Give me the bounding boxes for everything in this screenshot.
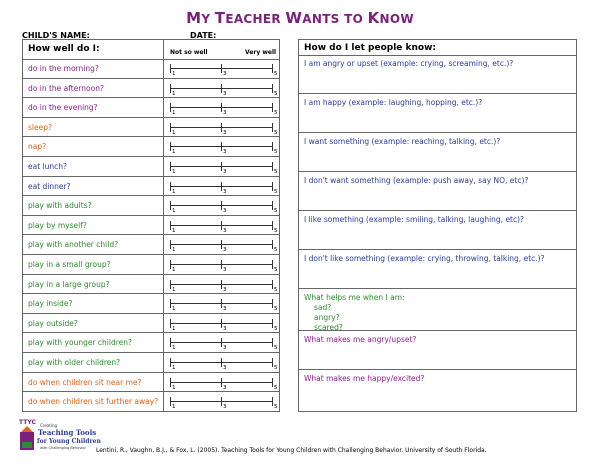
communication-line: scared? — [314, 323, 343, 332]
skills-rating-table — [22, 39, 280, 412]
communication-line: I like something (example: smiling, talking, laughing, etc)? — [304, 215, 525, 224]
communication-line: angry? — [314, 313, 340, 322]
scale-tick — [272, 397, 273, 406]
rating-scale[interactable] — [170, 260, 278, 273]
scale-number: 3 — [223, 169, 227, 175]
rating-scale[interactable] — [170, 84, 278, 97]
title-part: T — [214, 9, 226, 27]
rating-row-label: play with older children? — [28, 358, 121, 367]
rating-row-label: play with another child? — [28, 240, 119, 250]
scale-tick — [221, 240, 222, 249]
rating-scale[interactable] — [170, 338, 278, 352]
scale-tick — [170, 260, 171, 269]
scale-number: 5 — [274, 227, 278, 234]
communication-row — [299, 211, 576, 250]
scale-tick — [170, 182, 171, 191]
scale-number: 3 — [223, 90, 227, 97]
communication-line: I want something (example: reaching, talking, etc.)? — [304, 137, 501, 146]
scale-number: 3 — [223, 227, 227, 234]
scale-number: 1 — [172, 169, 176, 175]
communication-row-label — [304, 98, 482, 108]
scale-number: 1 — [172, 149, 176, 156]
scale-tick — [170, 319, 171, 328]
scale-number: 1 — [172, 247, 176, 254]
communication-row — [299, 133, 576, 172]
scale-number: 3 — [223, 306, 227, 313]
scale-tick — [272, 182, 273, 191]
scale-tick — [170, 103, 171, 112]
communication-line: sad? — [314, 303, 332, 312]
scale-number: 5 — [274, 306, 278, 313]
communication-row — [299, 370, 576, 409]
rating-row-label: sleep? — [28, 122, 52, 132]
scale-tick — [272, 142, 273, 151]
scale-number: 1 — [172, 306, 176, 313]
scale-number: 1 — [172, 325, 176, 332]
page-title — [0, 8, 600, 27]
rating-row-label: play inside? — [28, 299, 73, 309]
rating-row — [23, 118, 279, 138]
scale-tick — [272, 64, 273, 73]
rating-row — [23, 255, 279, 275]
scale-tick — [272, 162, 273, 171]
communication-line: What helps me when I am: — [304, 293, 405, 302]
scale-tick — [170, 221, 171, 230]
rating-row — [23, 157, 279, 177]
communication-line: What makes me angry/upset? — [304, 335, 417, 344]
scale-tick — [272, 123, 273, 132]
scale-tick — [272, 201, 273, 210]
scale-tick — [221, 338, 222, 347]
communication-line: I am angry or upset (example: crying, screaming, etc.)? — [304, 59, 514, 68]
rating-row — [23, 333, 279, 353]
scale-tick — [272, 221, 273, 230]
scale-number: 5 — [274, 247, 278, 254]
rating-row — [23, 314, 279, 334]
rating-row-label: do when children sit further away? — [28, 397, 159, 407]
svg-text:for Young Children: for Young Children — [37, 438, 101, 445]
scale-tick — [170, 397, 171, 406]
communication-row-label — [304, 374, 424, 384]
scale-number: 3 — [223, 188, 227, 195]
scale-number: 1 — [172, 129, 176, 136]
rating-row-label: do in the afternoon? — [28, 83, 104, 93]
scale-tick — [272, 84, 273, 93]
communication-table-header — [299, 40, 576, 56]
scale-tick — [221, 84, 222, 93]
scale-number: 1 — [172, 365, 176, 371]
scale-number: 5 — [274, 345, 278, 352]
scale-number: 1 — [172, 404, 176, 411]
rating-row — [23, 216, 279, 236]
scale-tick — [272, 378, 273, 387]
rating-row — [23, 275, 279, 295]
scale-low-label: Not so well — [170, 49, 208, 56]
communication-row-label — [304, 215, 524, 225]
scale-number: 1 — [172, 208, 176, 215]
title-part: M — [186, 9, 202, 27]
rating-row — [23, 392, 279, 412]
child-name-label: CHILD'S NAME: — [22, 31, 90, 40]
communication-line: I don't like something (example: crying, throwing, talking, etc.)? — [304, 254, 545, 263]
rating-row-label: play with adults? — [28, 201, 92, 211]
scale-number: 1 — [172, 267, 176, 273]
scale-tick — [221, 123, 222, 132]
scale-tick — [170, 142, 171, 151]
scale-tick — [272, 299, 273, 308]
scale-number: 3 — [223, 110, 227, 117]
rating-row — [23, 353, 279, 373]
rating-scale[interactable] — [170, 397, 278, 411]
scale-tick — [221, 358, 222, 367]
rating-row-label: eat lunch? — [28, 162, 67, 171]
scale-tick — [170, 201, 171, 210]
title-part: Y — [201, 12, 215, 26]
scale-number: 1 — [172, 188, 176, 195]
scale-number: 5 — [274, 188, 278, 195]
scale-number: 3 — [223, 149, 227, 156]
scale-number: 3 — [223, 404, 227, 411]
scale-tick — [170, 358, 171, 367]
scale-number: 3 — [223, 129, 227, 136]
scale-tick — [221, 103, 222, 112]
rating-row-label: eat dinner? — [28, 181, 71, 191]
scale-number: 5 — [274, 149, 278, 156]
date-label: DATE: — [190, 31, 217, 40]
scale-number: 5 — [274, 365, 278, 371]
scale-tick — [170, 64, 171, 73]
scale-number: 3 — [223, 325, 227, 332]
communication-row-label — [304, 293, 405, 333]
rating-scale[interactable] — [170, 221, 278, 234]
rating-row — [23, 98, 279, 118]
scale-number: 5 — [274, 110, 278, 117]
communication-row — [299, 289, 576, 331]
rating-scale[interactable] — [170, 123, 278, 136]
rating-scale[interactable] — [170, 240, 278, 254]
scale-tick — [170, 84, 171, 93]
communication-row — [299, 94, 576, 133]
rating-row — [23, 59, 279, 79]
scale-number: 3 — [223, 267, 227, 273]
citation: Lentini, R., Vaughn, B.J., & Fox, L. (2005). Teaching Tools for Young Children with Challenging Behavior. University of South Florida. — [96, 447, 487, 454]
rating-scale[interactable] — [170, 280, 278, 293]
communication-row — [299, 331, 576, 370]
scale-number: 3 — [223, 365, 227, 371]
scale-number: 3 — [223, 345, 227, 352]
scale-number: 3 — [223, 384, 227, 391]
scale-number: 1 — [172, 384, 176, 391]
scale-high-label: Very well — [245, 49, 277, 56]
communication-row-label — [304, 254, 545, 264]
title-part: W — [285, 9, 303, 27]
communication-row-label — [304, 176, 528, 186]
communication-question: How do I let people know: — [304, 43, 437, 53]
scale-number: 1 — [172, 286, 176, 293]
rating-row-label: play in a large group? — [28, 279, 110, 289]
rating-scale[interactable] — [170, 142, 278, 156]
scale-number: 1 — [172, 345, 176, 352]
scale-tick — [221, 260, 222, 269]
communication-row — [299, 55, 576, 94]
rating-row — [23, 79, 279, 99]
scale-number: 1 — [172, 71, 176, 77]
scale-tick — [221, 319, 222, 328]
scale-tick — [170, 162, 171, 171]
rating-row-label: do in the morning? — [28, 64, 99, 73]
scale-tick — [221, 221, 222, 230]
rating-row-label: play with younger children? — [28, 338, 133, 348]
communication-row-label — [304, 59, 513, 69]
scale-number: 5 — [274, 90, 278, 97]
scale-tick — [221, 162, 222, 171]
scale-tick — [170, 378, 171, 387]
skills-question: How well do I: — [28, 44, 100, 54]
scale-tick — [221, 280, 222, 289]
rating-row-label: do in the evening? — [28, 103, 98, 113]
communication-row-label — [304, 335, 416, 345]
communication-table — [298, 39, 577, 412]
scale-tick — [272, 338, 273, 347]
scale-number: 3 — [223, 71, 227, 77]
scale-tick — [221, 397, 222, 406]
scale-number: 5 — [274, 325, 278, 332]
communication-row — [299, 250, 576, 289]
rating-scale[interactable] — [170, 103, 278, 117]
scale-tick — [221, 378, 222, 387]
scale-tick — [170, 123, 171, 132]
rating-row-label: nap? — [28, 142, 47, 152]
rating-row — [23, 294, 279, 314]
rating-row-label: do when children sit near me? — [28, 377, 142, 387]
scale-tick — [170, 240, 171, 249]
scale-tick — [221, 201, 222, 210]
scale-number: 5 — [274, 267, 278, 273]
rating-row-label: play outside? — [28, 318, 78, 328]
rating-scale[interactable] — [170, 378, 278, 391]
rating-scale[interactable] — [170, 201, 278, 215]
scale-tick — [221, 299, 222, 308]
title-part: EACHER — [225, 12, 286, 26]
scale-number: 1 — [172, 110, 176, 117]
rating-scale[interactable] — [170, 319, 278, 332]
scale-number: 5 — [274, 169, 278, 175]
rating-row — [23, 196, 279, 216]
rating-row — [23, 373, 279, 393]
scale-number: 5 — [274, 384, 278, 391]
scale-tick — [170, 299, 171, 308]
scale-number: 5 — [274, 71, 278, 77]
scale-tick — [272, 358, 273, 367]
scale-number: 5 — [274, 208, 278, 215]
svg-text:Creating: Creating — [40, 423, 58, 428]
communication-row-label — [304, 137, 500, 147]
scale-number: 3 — [223, 247, 227, 254]
scale-tick — [221, 142, 222, 151]
communication-line: I don't want something (example: push away, say NO, etc)? — [304, 176, 529, 185]
rating-row-label: play by myself? — [28, 220, 87, 230]
svg-text:with Challenging Behavior: with Challenging Behavior — [40, 446, 86, 450]
scale-number: 1 — [172, 90, 176, 97]
scale-tick — [272, 103, 273, 112]
scale-tick — [272, 240, 273, 249]
rating-row — [23, 137, 279, 157]
scale-number: 1 — [172, 227, 176, 234]
scale-number: 5 — [274, 129, 278, 136]
communication-line: What makes me happy/excited? — [304, 374, 425, 383]
scale-tick — [221, 182, 222, 191]
scale-tick — [221, 64, 222, 73]
rating-scale[interactable] — [170, 182, 278, 195]
scale-tick — [272, 260, 273, 269]
rating-scale[interactable] — [170, 162, 278, 175]
scale-number: 3 — [223, 208, 227, 215]
rating-scale[interactable] — [170, 299, 278, 313]
scale-tick — [170, 280, 171, 289]
scale-number: 3 — [223, 286, 227, 293]
title-part: NOW — [379, 12, 414, 26]
scale-tick — [272, 319, 273, 328]
communication-line: I am happy (example: laughing, hopping, etc.)? — [304, 98, 483, 107]
scale-number: 5 — [274, 286, 278, 293]
scale-tick — [272, 280, 273, 289]
rating-row — [23, 177, 279, 197]
ttyc-logo — [18, 418, 101, 458]
title-part: K — [367, 9, 380, 27]
scale-number: 5 — [274, 404, 278, 411]
title-part: ANTS TO — [302, 12, 368, 26]
rating-scale[interactable] — [170, 358, 278, 371]
svg-text:TTYC: TTYC — [19, 419, 36, 426]
communication-row — [299, 172, 576, 211]
rating-row — [23, 235, 279, 255]
rating-scale[interactable] — [170, 64, 278, 77]
scale-tick — [170, 338, 171, 347]
svg-text:Teaching Tools: Teaching Tools — [38, 428, 97, 437]
rating-row-label: play in a small group? — [28, 260, 111, 269]
skills-table-header — [23, 40, 279, 60]
